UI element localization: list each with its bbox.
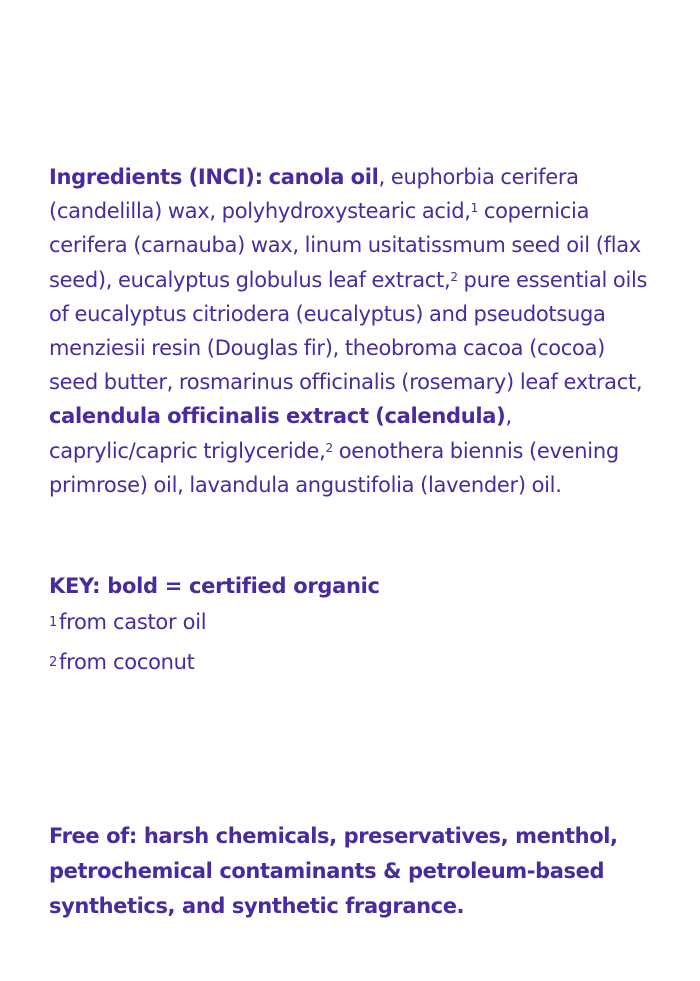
ingredients-paragraph: [49, 160, 659, 502]
ingredients-label: Ingredients (INCI):: [49, 165, 263, 189]
footnote-1-number: 1: [49, 615, 57, 630]
footnote-marker-1: 1: [470, 201, 478, 216]
ingredients-text-4: , caprylic/capric triglyceride,: [49, 404, 512, 463]
ingredients-text-3: pure essential oils of eucalyptus citriodera (eucalyptus) and pseudotsuga menziesii resin (Douglas fir), theobroma cacoa (cocoa) seed butter, rosmarinus officinalis (rosemary) leaf extract,: [49, 267, 648, 395]
footnote-1-text: from castor oil: [58, 610, 207, 634]
footnote-2-number: 2: [49, 655, 57, 670]
key-section: [49, 568, 669, 684]
ingredients-text-5: oenothera biennis (evening primrose) oil, lavandula angustifolia (lavender) oil.: [49, 438, 619, 497]
footnote-marker-2b: 2: [325, 440, 333, 455]
ingredient-canola-oil: canola oil: [268, 165, 379, 189]
footnote-marker-2: 2: [450, 269, 458, 284]
footnote-2-text: from coconut: [58, 650, 195, 674]
ingredient-calendula: calendula officinalis extract (calendula): [49, 404, 506, 429]
ingredients-text-2: copernicia cerifera (carnauba) wax, linum usitatissmum seed oil (flax seed), eucalyptus globulus leaf extract,: [49, 199, 641, 292]
footnote-1: [49, 604, 669, 644]
ingredients-text-1: , euphorbia cerifera (candelilla) wax, polyhydroxystearic acid,: [49, 165, 579, 224]
free-of-statement: Free of: harsh chemicals, preservatives, menthol, petrochemical contaminants & petroleum-based synthetics, and synthetic fragrance.: [49, 824, 618, 918]
footnote-2: [49, 644, 669, 684]
key-title: KEY: bold = certified organic: [49, 574, 380, 598]
